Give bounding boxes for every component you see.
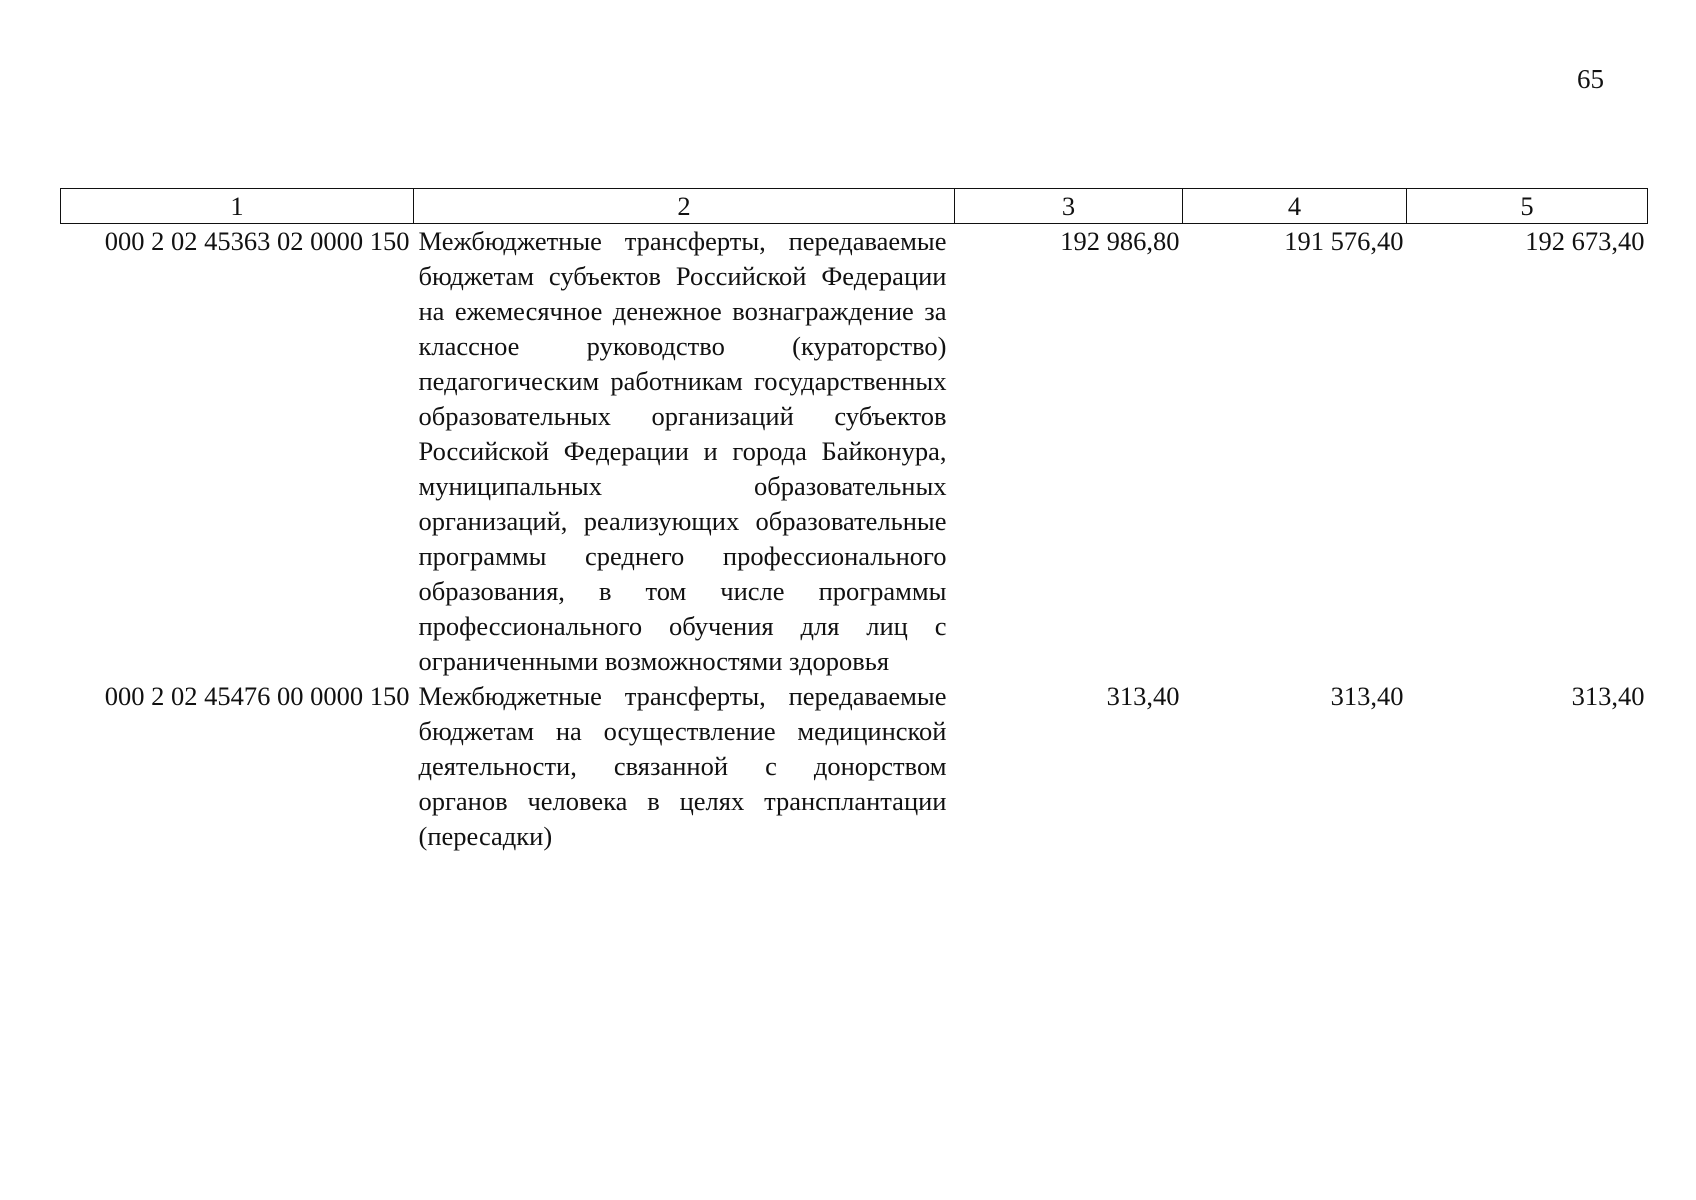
header-cell-3: 3: [955, 189, 1183, 224]
header-cell-2: 2: [414, 189, 955, 224]
amount-col3-cell: 313,40: [1106, 681, 1180, 711]
table-row: [61, 679, 1648, 854]
header-cell-5: 5: [1407, 189, 1648, 224]
amount-col4-cell: 191 576,40: [1284, 226, 1404, 256]
amount-col5-cell: 192 673,40: [1525, 226, 1645, 256]
budget-code-cell: 000 2 02 45476 00 0000 150: [104, 681, 410, 711]
budget-code-cell: 000 2 02 45363 02 0000 150: [104, 226, 410, 256]
header-cell-1: 1: [61, 189, 414, 224]
description-cell: Межбюджетные трансферты, передаваемые бюджетам на осуществление медицинской деятельности, связанной с донорством органов человека в целях трансплантации (пересадки): [418, 681, 947, 851]
budget-table-container: [60, 188, 1647, 854]
budget-table: [60, 188, 1648, 854]
table-row: [61, 224, 1648, 680]
amount-col3-cell: 192 986,80: [1060, 226, 1180, 256]
header-row: [61, 189, 1648, 224]
amount-col5-cell: 313,40: [1571, 681, 1645, 711]
amount-col4-cell: 313,40: [1330, 681, 1404, 711]
header-cell-4: 4: [1183, 189, 1407, 224]
page-number: 65: [1577, 64, 1604, 94]
description-cell: Межбюджетные трансферты, передаваемые бюджетам субъектов Российской Федерации на ежемесячное денежное вознаграждение за классное руководство (кураторство) педагогическим работникам государственных образовательных организаций субъектов Российской Федерации и города Байконура, муниципальных образовательных организаций, реализующих образовательные программы среднего профессионального образования, в том числе программы профессионального обучения для лиц с ограниченными возможностями здоровья: [418, 226, 947, 676]
